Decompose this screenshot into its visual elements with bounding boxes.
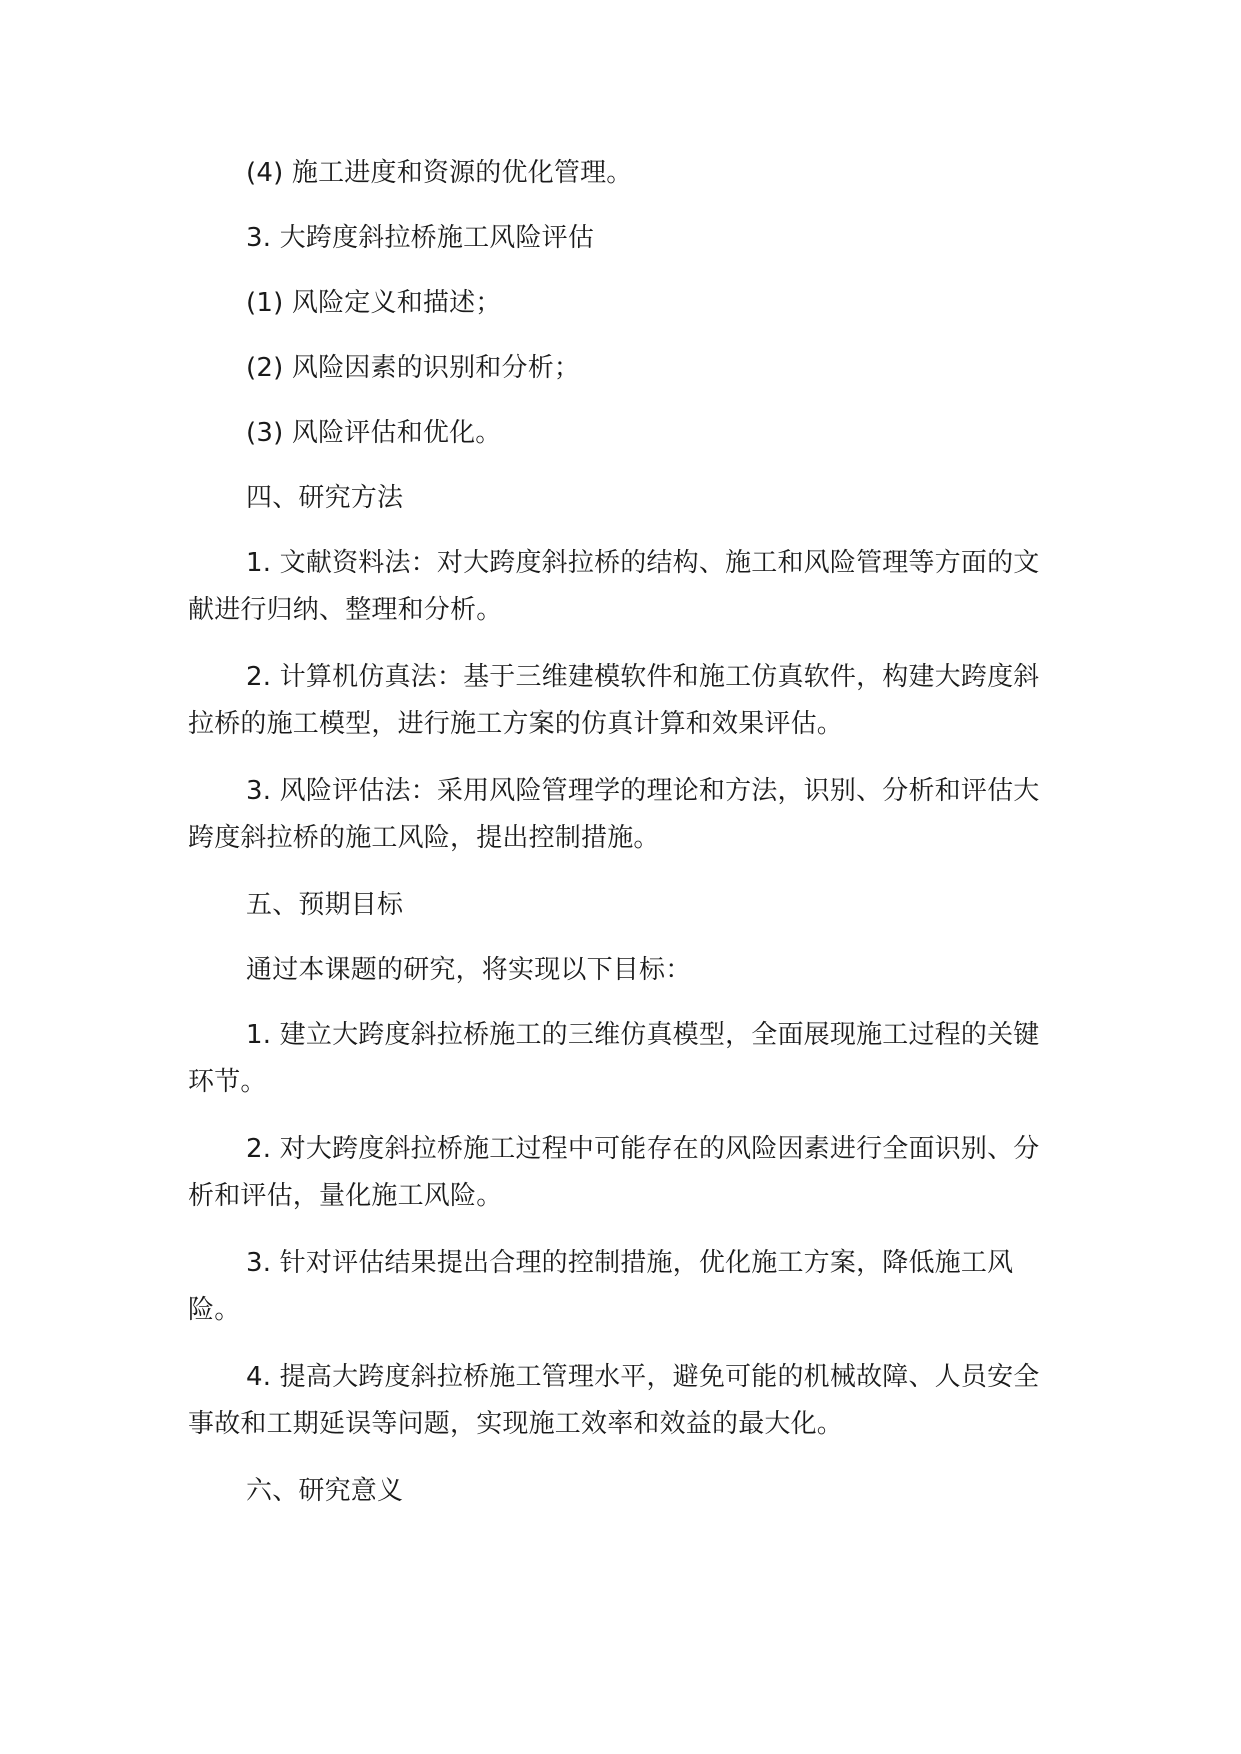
paragraph: 1. 建立大跨度斜拉桥施工的三维仿真模型，全面展现施工过程的关键环节。 [188, 1020, 1040, 1097]
paragraph: 4. 提高大跨度斜拉桥施工管理水平，避免可能的机械故障、人员安全事故和工期延误等问题，实现施工效率和效益的最大化。 [188, 1362, 1040, 1439]
list-item: (3) 风险评估和优化。 [246, 418, 502, 448]
paragraph: 2. 对大跨度斜拉桥施工过程中可能存在的风险因素进行全面识别、分析和评估，量化施工风险。 [188, 1134, 1040, 1211]
section-heading: 四、研究方法 [246, 483, 404, 513]
list-item: (2) 风险因素的识别和分析； [246, 353, 581, 383]
paragraph: 1. 文献资料法：对大跨度斜拉桥的结构、施工和风险管理等方面的文献进行归纳、整理和分析。 [188, 548, 1040, 625]
section-heading: 五、预期目标 [246, 890, 404, 920]
document-body [188, 150, 1044, 1533]
paragraph: 2. 计算机仿真法：基于三维建模软件和施工仿真软件，构建大跨度斜拉桥的施工模型，进行施工方案的仿真计算和效果评估。 [188, 662, 1040, 739]
paragraph: 3. 风险评估法：采用风险管理学的理论和方法，识别、分析和评估大跨度斜拉桥的施工风险，提出控制措施。 [188, 776, 1040, 853]
list-item: (4) 施工进度和资源的优化管理。 [246, 158, 633, 188]
paragraph: 通过本课题的研究，将实现以下目标： [246, 955, 692, 985]
list-item: (1) 风险定义和描述； [246, 288, 502, 318]
section-subheading: 3. 大跨度斜拉桥施工风险评估 [246, 223, 595, 253]
section-heading: 六、研究意义 [246, 1476, 404, 1506]
paragraph: 3. 针对评估结果提出合理的控制措施，优化施工方案，降低施工风险。 [188, 1248, 1014, 1325]
